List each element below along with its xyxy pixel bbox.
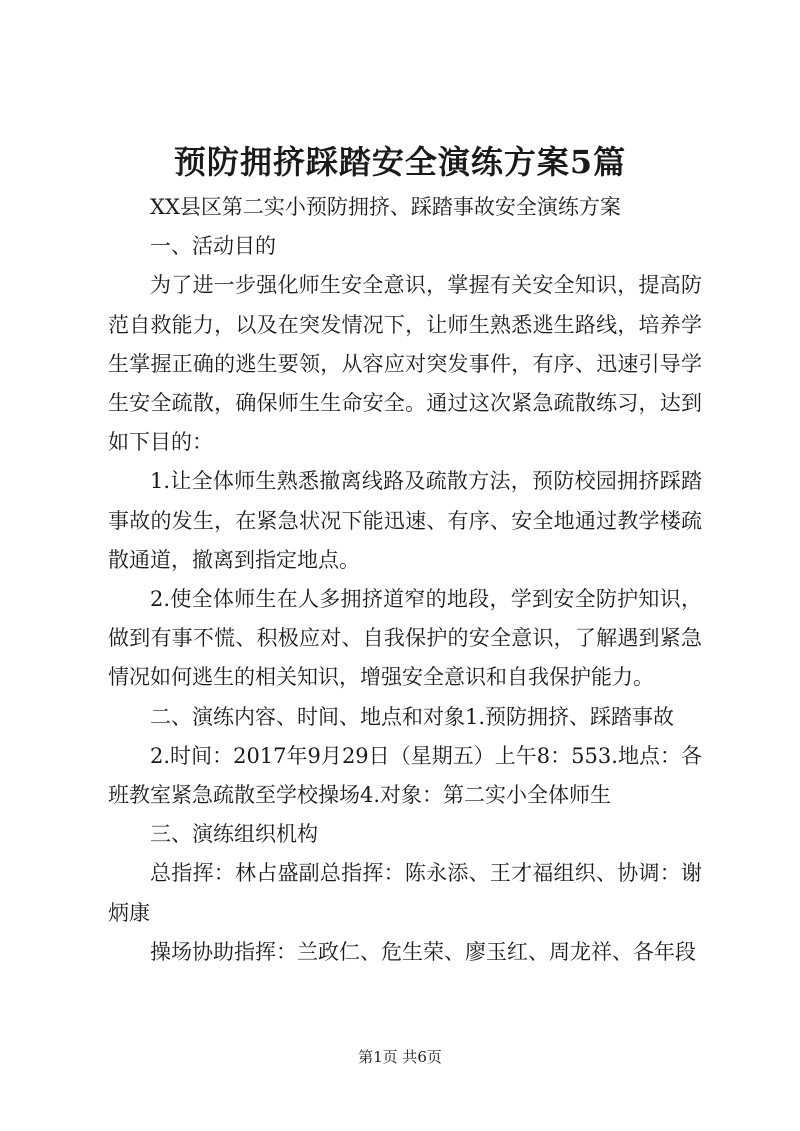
paragraph-section-1-heading: 一、活动目的 (150, 234, 276, 259)
paragraph-goal-1: 1.让全体师生熟悉撤离线路及疏散方法，预防校园拥挤踩踏事故的发生，在紧急状况下能迅速、有序、安全地通过教学楼疏散通道，撤离到指定地点。 (108, 469, 702, 572)
document-body (108, 188, 702, 972)
document-title: 预防拥挤踩踏安全演练方案5篇 (173, 143, 627, 181)
paragraph-goal-2: 2.使全体师生在人多拥挤道窄的地段，学到安全防护知识，做到有事不慌、积极应对、自我保护的安全意识，了解遇到紧急情况如何逃生的相关知识，增强安全意识和自我保护能力。 (108, 587, 702, 690)
paragraph-section-2-heading: 二、演练内容、时间、地点和对象1.预防拥挤、踩踏事故 (150, 704, 675, 729)
paragraph-purpose: 为了进一步强化师生安全意识，掌握有关安全知识，提高防范自救能力，以及在突发情况下，让师生熟悉逃生路线，培养学生掌握正确的逃生要领，从容应对突发事件，有序、迅速引导学生安全疏散，确保师生生命安全。通过这次紧急疏散练习，达到如下目的： (108, 273, 702, 455)
page-footer: 第1页 共6页 (358, 1048, 442, 1066)
paragraph-section-3-heading: 三、演练组织机构 (150, 822, 318, 847)
paragraph-time-place: 2.时间：2017年9月29日（星期五）上午8：553.地点：各班教室紧急疏散至学校操场4.对象：第二实小全体师生 (108, 743, 702, 808)
paragraph-field-assistants: 操场协助指挥：兰政仁、危生荣、廖玉红、周龙祥、各年段 (150, 939, 696, 964)
paragraph-subtitle: XX县区第二实小预防拥挤、踩踏事故安全演练方案 (150, 195, 621, 219)
paragraph-commanders: 总指挥：林占盛副总指挥：陈永添、王才福组织、协调：谢炳康 (108, 861, 702, 925)
